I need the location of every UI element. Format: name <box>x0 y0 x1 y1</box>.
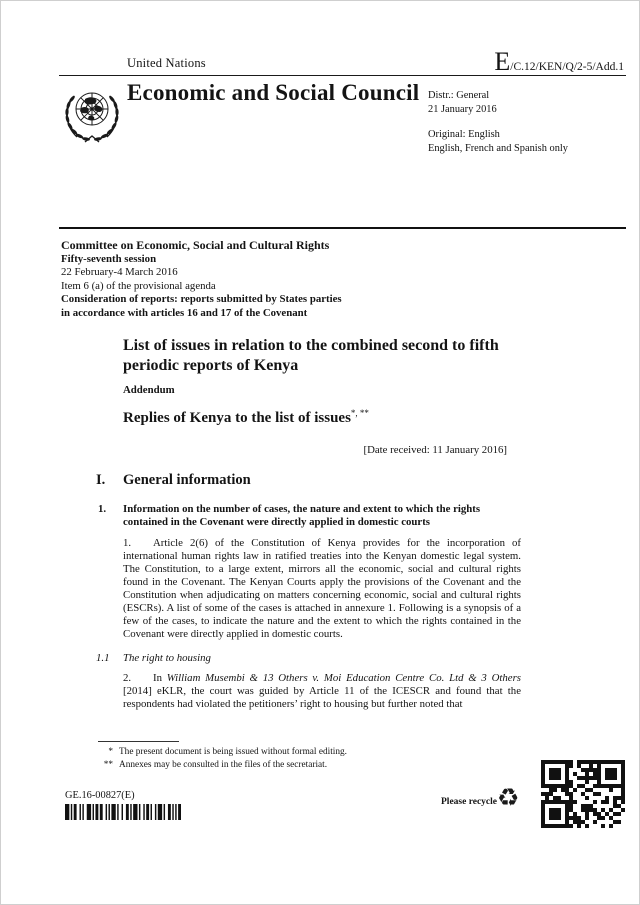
footnote-2 <box>98 759 518 772</box>
section-heading: General information <box>123 472 251 488</box>
header-rule <box>59 75 626 76</box>
recycle-icon: ♻ <box>497 783 520 812</box>
footnote-2-text: Annexes may be consulted in the files of the secretariat. <box>119 759 328 770</box>
replies-heading <box>123 410 369 427</box>
footnotes-block <box>98 746 518 771</box>
footnote-separator <box>98 741 179 742</box>
issue-item-heading-line-1: Information on the number of cases, the nature and extent to which the rights <box>123 503 481 515</box>
consideration-line-2: in accordance with articles 16 and 17 of the Covenant <box>61 306 308 319</box>
qr-code <box>541 760 625 828</box>
footnote-1-text: The present document is being issued without formal editing. <box>119 747 347 757</box>
addendum-label: Addendum <box>123 384 175 396</box>
paragraph-1 <box>123 537 521 641</box>
united-nations-label: United Nations <box>127 56 206 70</box>
subsection-heading: The right to housing <box>123 652 211 664</box>
footnote-1-marker: * <box>108 747 113 757</box>
paragraph-2 <box>123 672 521 711</box>
paragraph-1-number: 1. <box>123 537 132 549</box>
paragraph-1-text: Article 2(6) of the Constitution of Kenya provides for the incorporation of international human rights law in ratified treaties into the Kenyan domestic legal system. The Constitution, to a large extent, mirrors all the economic, social and cultural rights found in the Covenant. The Kenyan Courts apply the provisions of the Covenant and the Constitution when adjudicating on matters concerning economic, social and cultural rights (ESCRs). A list of some of the cases is attached in annexure 1. Following is a synopsis of a few of the cases, to indicate the nature and the extent to which the rights contained in the Covenant were directly applied in domestic courts. <box>123 537 521 640</box>
committee-name: Committee on Economic, Social and Cultural Rights <box>61 238 330 252</box>
footnote-1 <box>98 746 518 759</box>
main-title-line-1: List of issues in relation to the combined second to fifth <box>123 337 499 354</box>
section-divider-rule <box>59 227 626 229</box>
available-languages: English, French and Spanish only <box>428 142 568 154</box>
original-language: Original: English <box>428 129 500 140</box>
barcode <box>65 804 187 820</box>
session-label: Fifty-seventh session <box>61 253 157 265</box>
paragraph-2-case-name: William Musembi & 13 Others v. Moi Education Centre Co. Ltd & 3 Others <box>166 672 521 684</box>
main-title <box>123 336 523 375</box>
section-numeral: I. <box>96 472 106 488</box>
document-symbol-series: E <box>494 47 511 76</box>
paragraph-2-number: 2. <box>123 672 132 684</box>
agenda-item: Item 6 (a) of the provisional agenda <box>61 279 216 292</box>
issue-item-number: 1. <box>98 503 107 515</box>
paragraph-2-lead: In <box>153 672 167 684</box>
paragraph-2-text: [2014] eKLR, the court was guided by Article 11 of the ICESCR and found that the respondents had violated the petitioners’ right to housing but further noted that <box>123 684 521 710</box>
consideration-line-1: Consideration of reports: reports submitted by States parties <box>61 293 342 306</box>
footnote-2-marker: ** <box>103 759 113 770</box>
main-title-line-2: periodic reports of Kenya <box>123 356 299 374</box>
spacer <box>428 116 568 128</box>
ge-document-number: GE.16-00827(E) <box>65 790 135 801</box>
document-symbol <box>494 49 624 75</box>
issue-item-heading <box>123 503 521 529</box>
committee-block <box>61 238 342 320</box>
distribution-block <box>428 89 568 155</box>
distr-line: Distr.: General <box>428 90 490 101</box>
un-emblem-icon <box>58 81 126 149</box>
document-symbol-number: /C.12/KEN/Q/2-5/Add.1 <box>510 61 624 73</box>
please-recycle-label: Please recycle <box>441 797 497 807</box>
distr-date: 21 January 2016 <box>428 103 497 115</box>
footnote-reference-marks: *, ** <box>350 408 369 418</box>
page-title: Economic and Social Council <box>127 80 420 105</box>
replies-heading-text: Replies of Kenya to the list of issues <box>123 410 351 426</box>
subsection-number: 1.1 <box>96 652 110 664</box>
session-dates: 22 February-4 March 2016 <box>61 266 178 279</box>
issue-item-heading-line-2: contained in the Covenant were directly applied in domestic courts <box>123 516 430 529</box>
date-received: [Date received: 11 January 2016] <box>363 444 507 456</box>
